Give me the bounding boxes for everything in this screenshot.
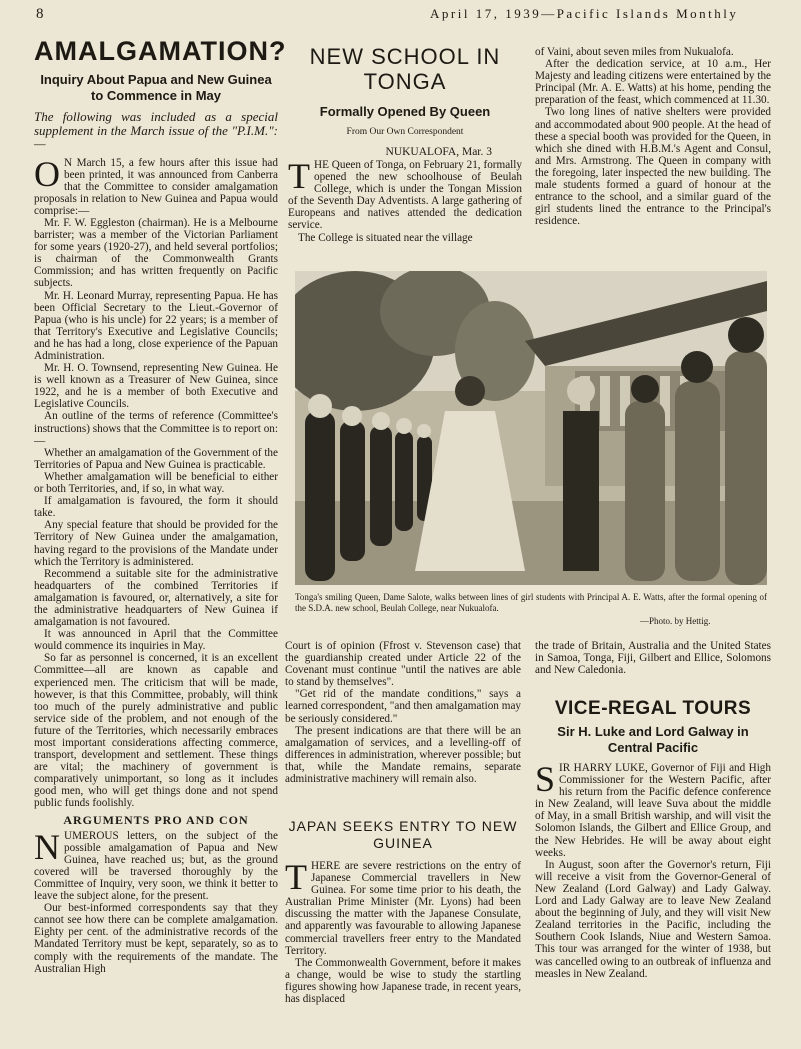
article-japan-continued [535,640,774,677]
paragraph: Recommend a suitable site for the administrative headquarters of the combined Territories if amalgamation is favoured, or, alternatively, a site for the administrative headquarters of New Guinea if amalgamation is not favoured. [34,567,281,629]
article-subtitle: Sir H. Luke and Lord Galway in Central Pacific [557,724,749,755]
section-heading: ARGUMENTS PRO AND CON [63,812,249,827]
article-title: VICE-REGAL TOURS [554,698,752,719]
drop-cap: O [34,153,60,194]
article-vice-regal [535,698,774,980]
article-title: NEW SCHOOL IN TONGA [309,44,501,94]
article-title: JAPAN SEEKS ENTRY TO NEW GUINEA [288,818,518,851]
paragraph: In August, soon after the Governor's return, Fiji will receive a visit from the Governor-General of New Zealand (Lord Galway) and Lady Galway. Lord and Lady Galway are to leave New Zealand about the beginning of July, and they will visit New Zealand territories in the Pacific, including the Southern Cook Islands, Niue and Western Samoa. This tour was arranged for the winter of 1938, but was cancelled owing to an outbreak of influenza and measles in New Zealand. [535,858,774,980]
photo-illustration [295,271,767,585]
paragraph: the trade of Britain, Australia and the United States in Samoa, Tonga, Fiji, Gilbert and Ellice, Solomons and New Caledonia. [535,640,774,677]
paragraph: An outline of the terms of reference (Committee's instructions) shows that the Committee is to report on:— [34,410,281,447]
paragraph: Any special feature that should be provided for the Territory of New Guinea under the amalgamation, having regard to the provisions of the Mandate under which the Territory is administered. [34,519,281,568]
paragraph: The present indications are that there will be an amalgamation of services, and a levelling-off of differences in administration, wherever possible; but that, while the Mandate remains, separate administrative machinery will remain also. [285,724,524,786]
paragraph: If amalgamation is favoured, the form it should take. [34,495,281,520]
running-head: April 17, 1939—Pacific Islands Monthly [430,6,739,21]
paragraph: of Vaini, about seven miles from Nukualofa. [535,46,734,58]
paragraph: Court is of opinion (Ffrost v. Stevenson case) that the guardianship created under Article 22 of the Covenant must continue "until the natives are able to stand by themselves". [285,640,524,689]
paragraph: SIR HARRY LUKE, Governor of Fiji and High Commissioner for the Western Pacific, after his return from the Pacific defence conference in New Zealand, will leave Suva about the middle of May, in a small British warship, and will visit the Solomon Islands, the Gilbert and Ellice Group, and the New Hebrides. He will be away about eight weeks. [535,759,774,859]
drop-cap: T [285,857,307,897]
paragraph: THERE are severe restrictions on the entry of Japanese Commercial travellers in New Guinea. For some time prior to his death, the Australian Prime Minister (Mr. Lyons) had been discussing the matter with the Japanese Consulate, and apparently was favourable to allowing Japanese commercial travellers freer entry to the Mandated Territory. [285,857,524,957]
paragraph: The College is situated near the village [298,231,473,244]
dateline: NUKUALOFA, Mar. 3 [385,146,492,158]
article-amalgamation-continued [285,640,524,786]
paragraph: Mr. H. Leonard Murray, representing Papua. He has been Official Secretary to the Lieut.-Governor of Papua (who is his uncle) for 22 years; is a member of that Territory's Executive and Legislative Councils; and he has had a long, close experience of the Papuan Administration. [34,289,281,362]
drop-cap: N [34,826,60,867]
paragraph: Two long lines of native shelters were provided and accommodated about 900 people. At the head of these a special booth was provided for the Queen, in which she dined with H.B.M.'s Agent and Consul, and Mrs. Armstrong. The Queen in company with the foregoing, later inspected the new building. The male students formed a guard of honour at the entrance to the school, and a similar guard of the girl students lined the entrance to the Principal's residence. [535,106,774,228]
article-title: AMALGAMATION? [34,36,287,66]
photo-caption: Tonga's smiling Queen, Dame Salote, walks between lines of girl students with Principal A. E. Watts, after the formal opening of the S.D.A. new school, Beulah College, near Nukualofa. [295,592,767,613]
byline: From Our Own Correspondent [346,127,464,137]
tonga-queen-photo [295,271,767,585]
photo-credit: —Photo. by Hettig. [640,616,711,626]
paragraph: Mr. H. O. Townsend, representing New Guinea. He is well known as a Treasurer of New Guinea, since 1922, and he is a member of both Executive and Legislative Councils. [34,362,281,411]
article-japan [285,818,524,1006]
drop-cap: S [535,759,556,799]
page-number: 8 [36,6,44,22]
article-new-school [288,44,525,244]
paragraph: O N March 15, a few hours after this issue had been printed, it was announced from Canberra that the Committee to consider amalgamation proposals in relation to New Guinea and Papua would comprise:— [34,153,281,217]
paragraph: Whether amalgamation will be beneficial to either or both Territories, and, if so, in what way. [34,470,281,496]
paragraph: After the dedication service, at 10 a.m., Her Majesty and leading citizens were entertained by the Principal (Mr. A. E. Watts) at his home, pending the preparation of the feast, which commenced at 11.30. [535,58,774,107]
paragraph: "Get rid of the mandate conditions," says a learned correspondent, "and then amalgamation may be seriously considered." [285,688,524,725]
article-amalgamation [34,36,287,975]
paragraph: It was announced in April that the Committee would commence its inquiries in May. [34,628,281,653]
paragraph: The Commonwealth Government, before it makes a change, would be wise to study the startling figures showing how Japanese trade, in recent years, has displaced [285,956,524,1006]
paragraph: Our best-informed correspondents say that they cannot see how there can be complete amalgamation. Eighty per cent. of the administrative records of the Mandated Territory must be kept, separately, so as to comply with the requirements of the mandate. The Australian High [34,902,281,975]
paragraph: So far as personnel is concerned, it is an excellent Committee—all are known as capable and experienced men. The criticism that will be made, however, is that this Committee, probably, will think too much of the purely administrative and public service side of the problem, and not enough of the future of the Territories, which necessarily embraces most important considerations affecting commerce, transport, development and settlement. These things are vital; the machinery of government is comparatively unimportant, so long as it includes good men, who will get things done and not spend public funds foolishly. [34,652,281,810]
article-subtitle: Formally Opened By Queen [319,104,491,119]
article-subtitle: Inquiry About Papua and New Guinea to Commence in May [40,72,272,103]
article-new-school-continued [535,46,774,228]
intro-note: The following was included as a special supplement in the March issue of the "P.I.M.":— [34,109,282,151]
paragraph: Mr. F. W. Eggleston (chairman). He is a Melbourne barrister; was a member of the Victorian Parliament for some years (1920-27), and held several portfolios; is chairman of the Commonwealth Grants Commission; and has written frequently on Pacific subjects. [34,216,281,290]
paragraph: Whether an amalgamation of the Government of the Territories of Papua and New Guinea is practicable. [34,446,281,471]
drop-cap: T [288,156,310,196]
paragraph: THE Queen of Tonga, on February 21, formally opened the new schoolhouse of Beulah College, which is under the Tongan Mission of the Seventh Day Adventists. A large gathering of Europeans and natives attended the dedication service. [288,156,525,232]
paragraph: NUMEROUS letters, on the subject of the possible amalgamation of Papua and New Guinea, have reached us; but, as the ground covered will be traversed thoroughly by the Committee of Inquiry, very soon, we think it better to leave the subject alone, for the present. [34,826,281,903]
